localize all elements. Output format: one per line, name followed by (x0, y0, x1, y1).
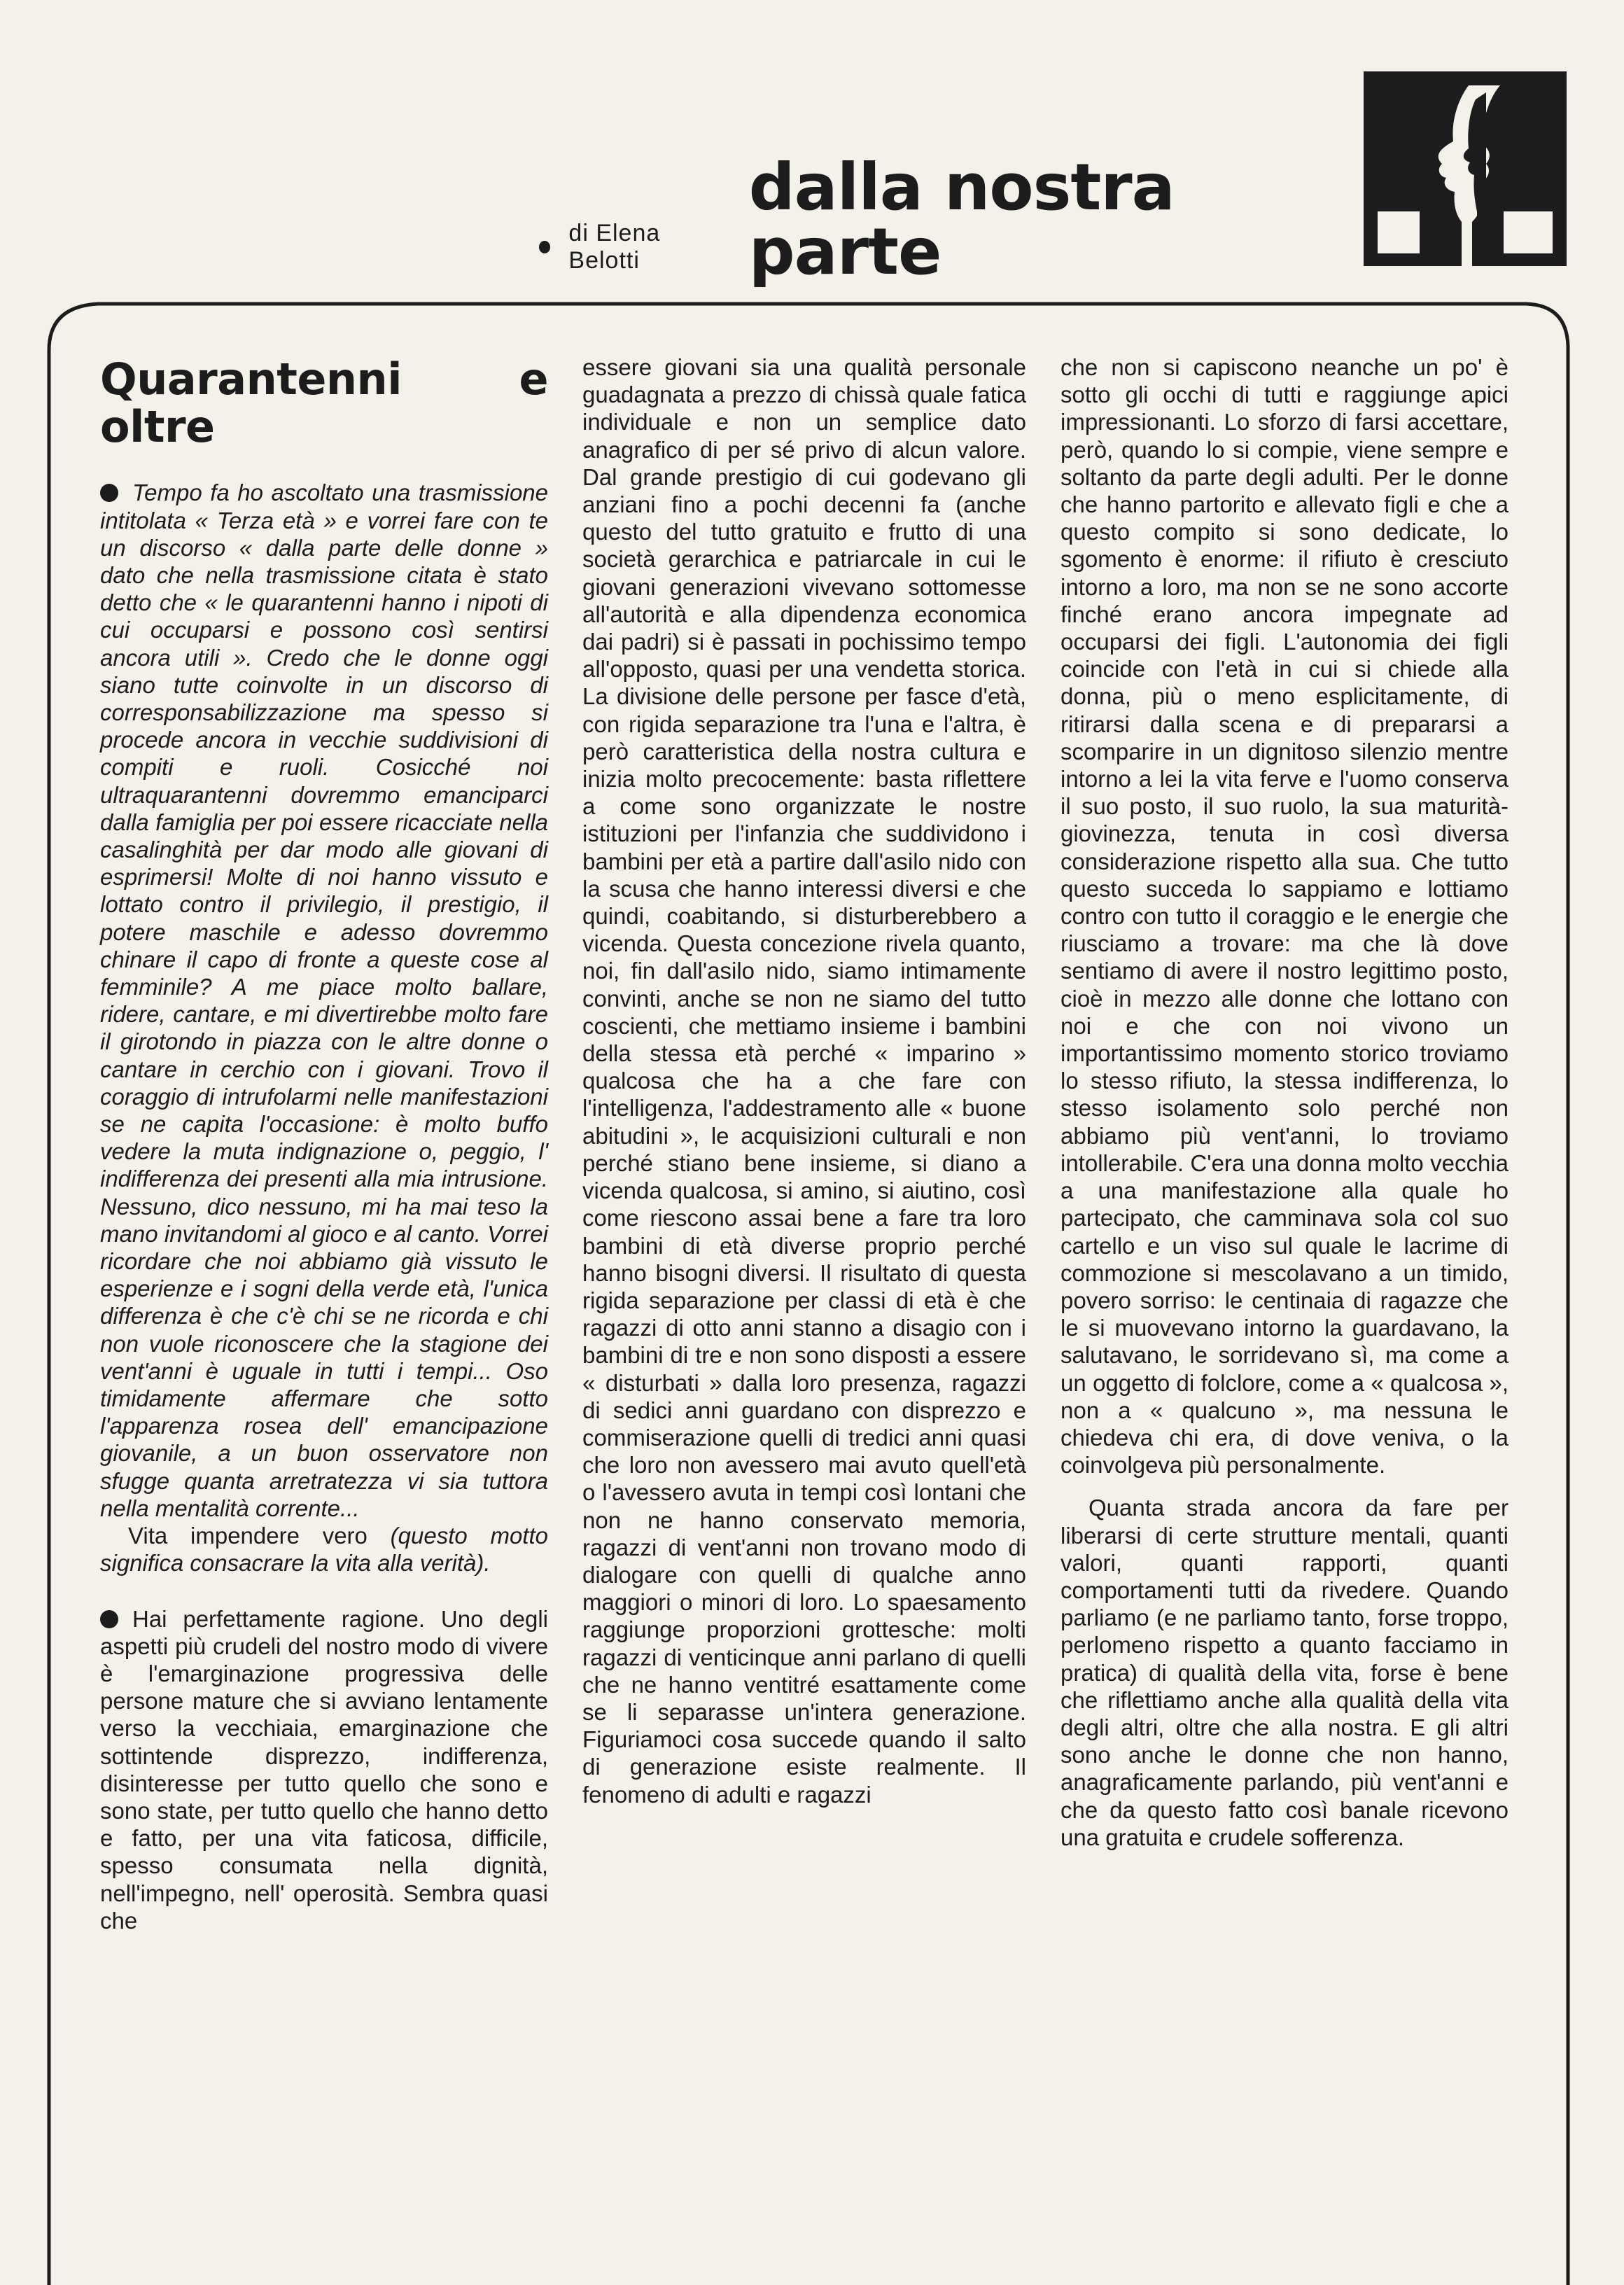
signature-note: (questo motto significa consacrare la vita alla verità). (100, 1523, 548, 1577)
column-2 (582, 354, 1026, 1808)
column-header (539, 150, 1337, 289)
reader-letter-text: Tempo fa ho ascoltato una trasmissione intitolata « Terza età » e vorrei fare con te un discorso « dalla parte delle donne » dato che nella trasmissione citata è stato detto che « le quarantenni hanno i nipoti di cui occuparsi e possono così sentirsi ancora utili ». Credo che le donne oggi siano tutte coinvolte in un discorso di corresponsabilizzazione ma spesso si procede ancora in vecchie suddivisioni di compiti e ruoli. Cosicché noi ultraquarantenni dovremmo emanciparci dalla famiglia per poi essere ricacciate nella casalinghità per dar modo alle giovani di esprimersi! Molte di noi hanno vissuto e lottato contro il privilegio, il prestigio, il potere maschile e adesso dovremmo chinare il capo di fronte a queste cose al femminile? A me piace molto ballare, ridere, cantare, e mi divertirebbe molto fare il girotondo in piazza con le altre donne o cantare in cerchio con i giovani. Trovo il coraggio di intrufolarmi nelle manifestazioni se ne capita l'occasione: è molto buffo vedere la muta indignazione o, peggio, l' indifferenza dei presenti alla mia intrusione. Nessuno, dico nessuno, mi ha mai teso la mano invitandomi al gioco e al canto. Vorrei ricordare che noi abbiamo già vissuto le esperienze e i sogni della verde età, l'unica differenza è che c'è chi se ne ricorda e chi non vuole riconoscere che la stagione dei vent'anni è uguale in tutti i tempi... Oso timidamente affermare che sotto l'apparenza rosea dell' emancipazione giovanile, a un buon osservatore non sfugge quanta arretratezza vi sia tuttora nella mentalità corrente... (100, 480, 548, 1521)
bullet-icon (100, 1610, 118, 1628)
reply-text-col3-p2: Quanta strada ancora da fare per liberarsi di certe strutture mentali, quanti valori, quanti rapporti, quanti comportamenti tutti da rivedere. Quando parliamo (e ne parliamo tanto, forse troppo, perlomeno rispetto a quanto facciamo in pratica) di qualità della vita, forse è bene che riflettiamo anche alla qualità della vita degli altri, oltre che alla nostra. E gli altri sono anche le donne che non hanno, anagraficamente parlando, più vent'anni e che da questo fatto così banale ricevono una gratuita e crudele sofferenza. (1060, 1495, 1508, 1850)
reply-text-col1: Hai perfettamente ragione. Uno degli aspetti più crudeli del nostro modo di vivere è l'emarginazione progressiva delle persone mature che si avviano lentamente verso la vecchiaia, emarginazione che sottintende disprezzo, indifferenza, disinteresse per tutto quello che sono e sono state, per tutto quello che hanno detto e fatto, per una vita faticosa, difficile, spesso consumata nella dignità, nell'impegno, nell' operosità. Sembra quasi che (100, 1605, 548, 1934)
reply-text-col2: essere giovani sia una qualità personale guadagnata a prezzo di chissà quale fatica individuale e non un semplice dato anagrafico di per sé privo di alcun valore. Dal grande prestigio di cui godevano gli anziani fino a pochi decenni fa (anche questo del tutto gratuito e frutto di una società gerarchica e patriarcale in cui le giovani generazioni vivevano sottomesse all'autorità e alla dipendenza economica dai padri) si è passati in pochissimo tempo all'opposto, quasi per una vendetta storica. La divisione delle persone per fasce d'età, con rigida separazione tra l'una e l'altra, è però caratteristica della nostra cultura e inizia molto precocemente: basta riflettere a come sono organizzate le nostre istituzioni per l'infanzia che suddividono i bambini per età a partire dall'asilo nido con la scusa che hanno interessi diversi e che quindi, coabitando, si disturberebbero a vicenda. Questa concezione rivela quanto, noi, fin dall'asilo nido, siamo intimamente convinti, anche se non ne siamo del tutto coscienti, che mettiamo insieme i bambini della stessa età perché « imparino » qualcosa che ha a che fare con l'intelligenza, l'addestramento alle « buone abitudini », le acquisizioni culturali e non perché stiano bene insieme, si diano a vicenda qualcosa, si amino, si aiutino, così come riescono assai bene a fare tra loro bambini di età diverse proprio perché hanno bisogni diversi. Il risultato di questa rigida separazione per classi di età è che ragazzi di otto anni stanno a disagio con i bambini di tre e non sono disposti a essere « disturbati » dalla loro presenza, ragazzi di sedici anni guardano con disprezzo e commiserazione quelli di tredici anni quasi che loro non avessero mai avuto quell'età o l'avessero avuta in tempi così lontani che non ne hanno conservato memoria, ragazzi di vent'anni non trovano modo di dialogare con quelli di qualche anno maggiori o minori di loro. Lo spaesamento raggiunge proporzioni grottesche: molti ragazzi di venticinque anni parlano di quelli che ne hanno ventitré esattamente come se li separasse un'intera generazione. Figuriamoci cosa succede quando il salto di generazione esiste realmente. Il fenomeno di adulti e ragazzi (582, 354, 1026, 1808)
column-3 (1060, 354, 1508, 1851)
byline (539, 220, 724, 274)
byline-text: di Elena Belotti (568, 220, 661, 274)
reader-letter (100, 479, 548, 1522)
profile-faces-logo-icon (1364, 71, 1567, 266)
signature-motto: Vita impendere vero (128, 1523, 391, 1549)
article-title: Quarantenni e oltre (100, 354, 548, 453)
section-title: dalla nostra parte (748, 150, 1175, 289)
bullet-icon (100, 484, 118, 502)
letter-signature (100, 1522, 548, 1577)
column-1 (100, 343, 548, 1934)
reply-text-col3-p1: che non si capiscono neanche un po' è sotto gli occhi di tutti e raggiunge apici impressionanti. Lo sforzo di farsi accettare, però, quando lo si compie, viene sempre e soltanto da parte degli adulti. Per le donne che hanno partorito e allevato figli e che a questo compito si sono dedicate, lo sgomento è enorme: il rifiuto è cresciuto intorno a loro, ma non se ne sono accorte finché erano ancora impegnate ad occuparsi dei figli. L'autonomia dei figli coincide con l'età in cui si chiede alla donna, più o meno esplicitamente, di ritirarsi dalla scena e di prepararsi a scomparire in un dignitoso silenzio mentre intorno a lei la vita ferve e l'uomo conserva il suo posto, il suo ruolo, la sua maturità-giovinezza, tenuta in così diversa considerazione rispetto alla sua. Che tutto questo succeda lo sappiamo e lottiamo contro con tutto il coraggio e le energie che riusciamo a trovare: ma che là dove sentiamo di avere il nostro legittimo posto, cioè in mezzo alle donne che lottano con noi e che con noi vivono un importantissimo momento storico troviamo lo stesso rifiuto, la stessa indifferenza, lo stesso isolamento solo perché non abbiamo più vent'anni, lo troviamo intollerabile. C'era una donna molto vecchia a una manifestazione alla quale ho partecipato, che camminava sola col suo cartello e un viso sul quale le lacrime di commozione si mescolavano a un timido, povero sorriso: le centinaia di ragazze che le si muovevano intorno la guardavano, la salutavano, le sorridevano sì, ma come a un oggetto di folclore, come a « qualcosa », non a « qualcuno », ma nessuna le chiedeva chi era, di dove veniva, o la coinvolgeva più personalmente. (1060, 354, 1508, 1479)
reply-paragraph-1 (100, 1605, 548, 1934)
bullet-icon (539, 241, 550, 253)
